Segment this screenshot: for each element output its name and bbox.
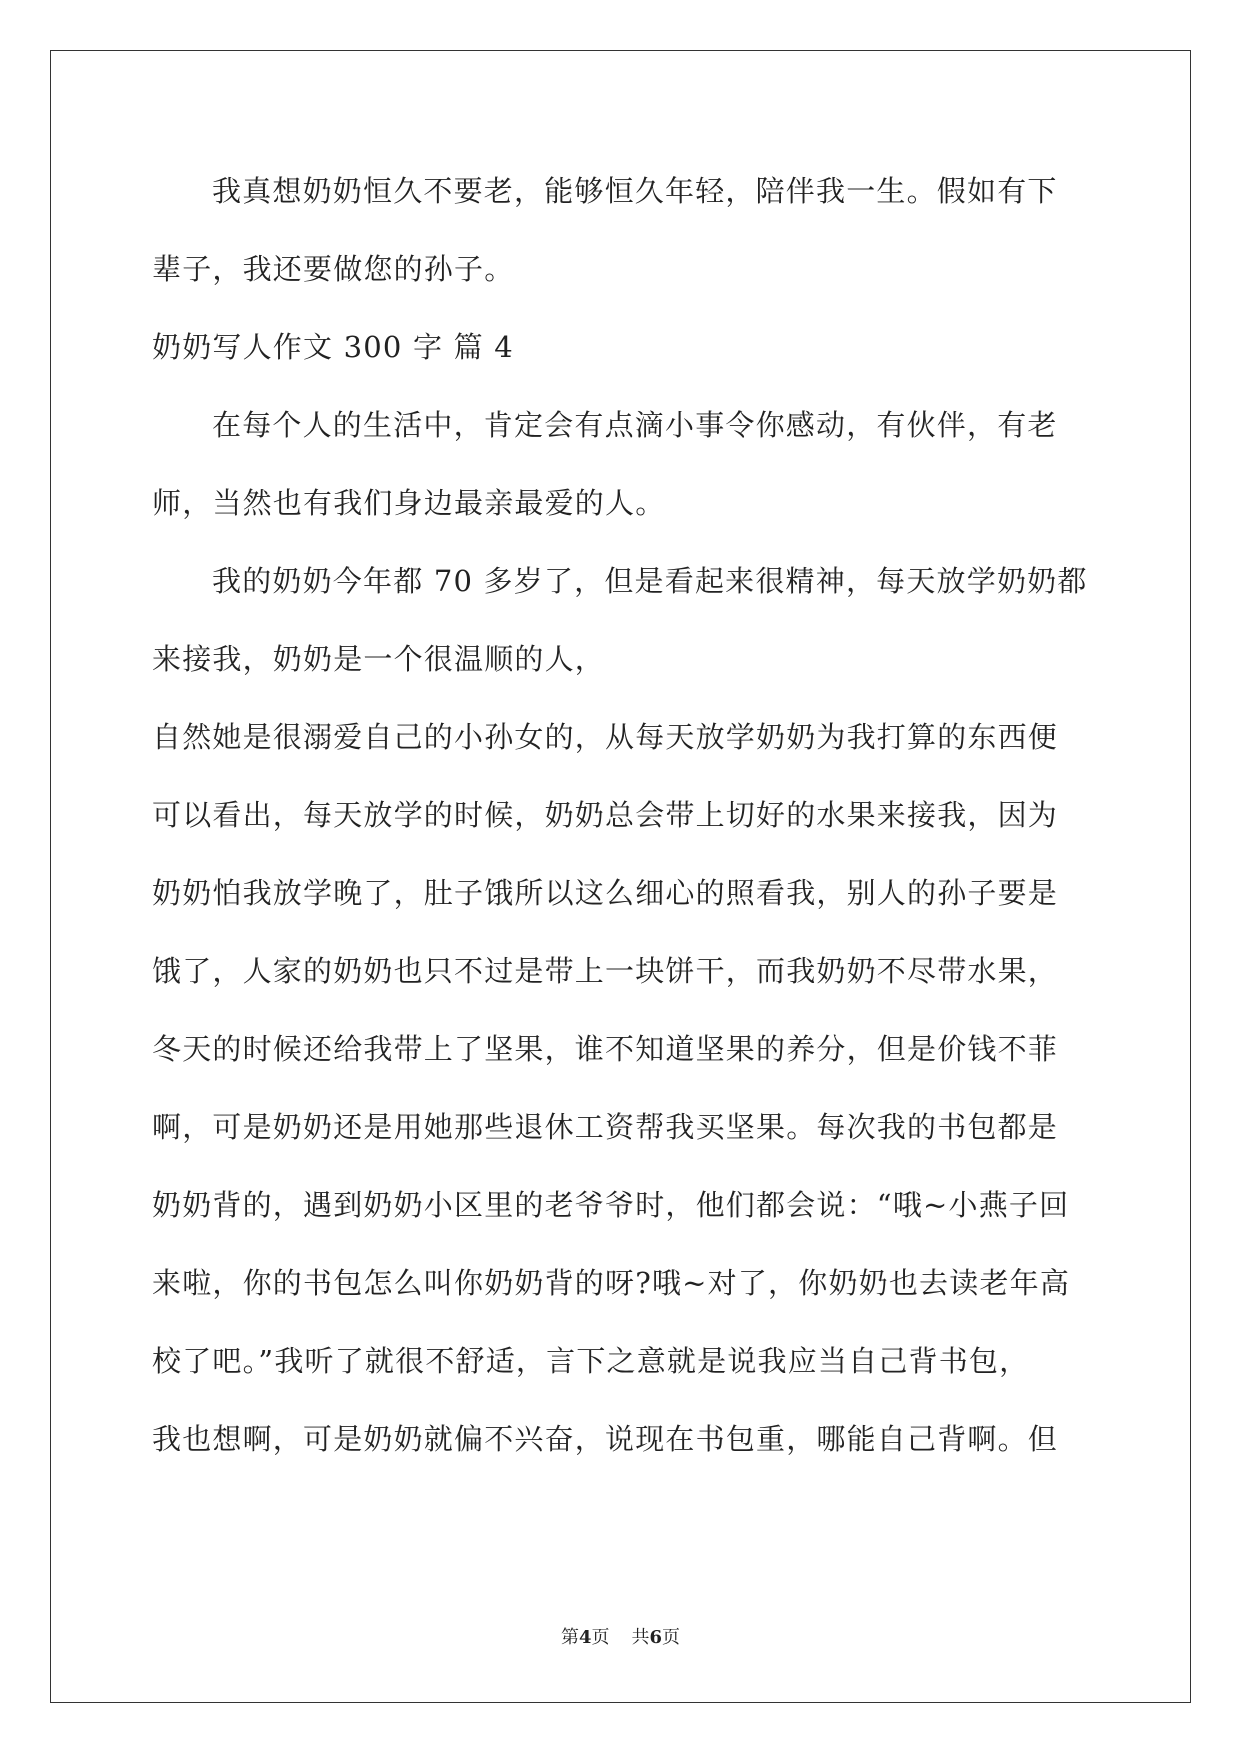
paragraph-line: 啊，可是奶奶还是用她那些退休工资帮我买坚果。每次我的书包都是 bbox=[152, 1110, 1059, 1144]
paragraph-line: 奶奶背的，遇到奶奶小区里的老爷爷时，他们都会说：“哦~小燕子回 bbox=[152, 1188, 1070, 1222]
paragraph-line: 校了吧。”我听了就很不舒适，言下之意就是说我应当自己背书包， bbox=[152, 1344, 1030, 1378]
paragraph-line: 自然她是很溺爱自己的小孙女的，从每天放学奶奶为我打算的东西便 bbox=[152, 720, 1059, 754]
paragraph-line: 我也想啊，可是奶奶就偏不兴奋，说现在书包重，哪能自己背啊。但 bbox=[152, 1422, 1059, 1456]
paragraph-line: 在每个人的生活中，肯定会有点滴小事令你感动，有伙伴，有老 bbox=[212, 408, 1058, 442]
page-current: 4 bbox=[578, 1627, 592, 1648]
page-footer bbox=[0, 1626, 1241, 1650]
paragraph-line: 我的奶奶今年都 70 多岁了，但是看起来很精神，每天放学奶奶都 bbox=[212, 564, 1088, 598]
paragraph-line: 来接我，奶奶是一个很温顺的人， bbox=[152, 642, 606, 676]
paragraph-line: 饿了，人家的奶奶也只不过是带上一块饼干，而我奶奶不尽带水果， bbox=[152, 954, 1059, 988]
section-heading: 奶奶写人作文 300 字 篇 4 bbox=[152, 330, 514, 364]
total-suffix: 页 bbox=[662, 1627, 681, 1648]
paragraph-line: 可以看出，每天放学的时候，奶奶总会带上切好的水果来接我，因为 bbox=[152, 798, 1059, 832]
paragraph-line: 奶奶怕我放学晚了，肚子饿所以这么细心的照看我，别人的孙子要是 bbox=[152, 876, 1059, 910]
paragraph-line: 来啦，你的书包怎么叫你奶奶背的呀?哦~对了，你奶奶也去读老年高 bbox=[152, 1266, 1071, 1300]
paragraph-line: 冬天的时候还给我带上了坚果，谁不知道坚果的养分，但是价钱不菲 bbox=[152, 1032, 1059, 1066]
page-total: 6 bbox=[649, 1627, 663, 1648]
paragraph-line: 师，当然也有我们身边最亲最爱的人。 bbox=[152, 486, 666, 520]
page-suffix: 页 bbox=[591, 1627, 610, 1648]
paragraph-line: 我真想奶奶恒久不要老，能够恒久年轻，陪伴我一生。假如有下 bbox=[212, 174, 1058, 208]
total-prefix: 共 bbox=[631, 1627, 650, 1648]
paragraph-line: 辈子，我还要做您的孙子。 bbox=[152, 252, 515, 286]
page-prefix: 第 bbox=[560, 1627, 579, 1648]
